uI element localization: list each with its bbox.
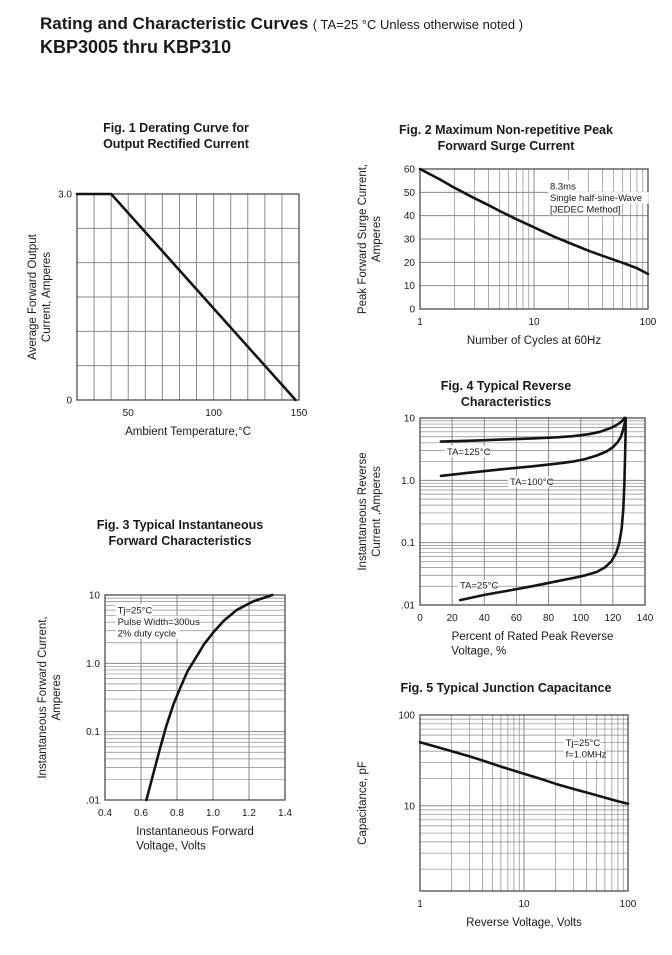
svg-text:[JEDEC Method]: [JEDEC Method]	[549, 204, 621, 216]
svg-text:Reverse Voltage, Volts: Reverse Voltage, Volts	[466, 917, 582, 929]
figure-3-title	[30, 517, 330, 549]
svg-text:1.2: 1.2	[242, 808, 256, 819]
svg-text:Instantaneous Forward Current,: Instantaneous Forward Current,	[37, 616, 49, 779]
svg-text:Current ,Amperes: Current ,Amperes	[371, 466, 383, 557]
svg-text:0.1: 0.1	[86, 727, 100, 739]
svg-text:60: 60	[510, 613, 522, 624]
figure-2-title	[350, 122, 662, 154]
svg-text:f=1.0MHz: f=1.0MHz	[565, 749, 607, 761]
figure-1-chart	[20, 186, 332, 450]
svg-text:80: 80	[543, 613, 555, 624]
svg-text:100: 100	[572, 613, 590, 624]
svg-text:Tj=25°C: Tj=25°C	[565, 737, 601, 749]
svg-text:100: 100	[398, 710, 415, 722]
svg-text:TA=100°C: TA=100°C	[510, 476, 554, 488]
svg-text:Voltage, %: Voltage, %	[451, 645, 507, 658]
fig4-series-ta-125c	[441, 418, 625, 442]
svg-text:Capacitance, pF: Capacitance, pF	[357, 761, 369, 845]
svg-text:.01: .01	[86, 795, 100, 807]
figure-1-title-line-1: Fig. 1 Derating Curve for	[103, 121, 249, 135]
svg-text:Average Forward Output: Average Forward Output	[27, 234, 39, 360]
figure-4-chart	[350, 410, 662, 661]
figure-2-chart	[350, 161, 662, 359]
svg-text:0: 0	[409, 304, 415, 316]
svg-text:10: 10	[88, 590, 100, 602]
figure-1	[20, 120, 332, 450]
figure-5-chart	[350, 707, 662, 943]
figure-1-title	[20, 120, 332, 152]
page-title-note: ( TA=25 °C Unless otherwise noted )	[312, 17, 524, 32]
svg-text:140: 140	[636, 613, 654, 624]
svg-text:10: 10	[528, 317, 540, 328]
svg-text:120: 120	[604, 613, 622, 624]
svg-text:0: 0	[66, 395, 72, 407]
svg-text:100: 100	[619, 899, 637, 910]
page-title-line	[40, 14, 523, 34]
svg-text:40: 40	[478, 613, 490, 624]
svg-text:0.1: 0.1	[401, 538, 415, 550]
svg-text:50: 50	[403, 187, 415, 199]
figure-3-chart	[30, 587, 330, 856]
svg-text:Tj=25°C: Tj=25°C	[117, 605, 153, 617]
svg-text:1.0: 1.0	[206, 808, 220, 819]
figure-2-title-line-2: Forward Surge Current	[437, 139, 575, 153]
svg-text:TA=25°C: TA=25°C	[460, 580, 499, 592]
svg-text:0.6: 0.6	[134, 808, 148, 819]
svg-text:Pulse Width=300us: Pulse Width=300us	[117, 616, 200, 628]
svg-text:10: 10	[518, 899, 530, 910]
svg-text:20: 20	[446, 613, 458, 624]
figure-4-title-line-1: Fig. 4 Typical Reverse	[440, 379, 572, 393]
svg-text:Amperes: Amperes	[51, 674, 63, 721]
page-title: Rating and Characteristic Curves	[40, 14, 309, 33]
svg-text:1.4: 1.4	[278, 808, 292, 819]
figure-4	[350, 378, 662, 661]
svg-text:0.4: 0.4	[98, 808, 112, 819]
svg-text:50: 50	[122, 408, 134, 419]
svg-text:0: 0	[417, 613, 423, 624]
svg-text:10: 10	[403, 281, 415, 293]
figure-2-title-line-1: Fig. 2 Maximum Non-repetitive Peak	[399, 123, 613, 137]
svg-text:1.0: 1.0	[401, 475, 415, 487]
svg-text:1.0: 1.0	[86, 658, 100, 670]
svg-text:Peak Forward Surge Current,: Peak Forward Surge Current,	[357, 163, 369, 315]
svg-text:3.0: 3.0	[58, 189, 72, 201]
svg-text:Current, Amperes: Current, Amperes	[41, 251, 53, 343]
svg-text:Single half-sine-Wave: Single half-sine-Wave	[549, 193, 643, 205]
svg-text:10: 10	[403, 801, 415, 813]
figure-2	[350, 122, 662, 359]
svg-text:1: 1	[417, 317, 423, 328]
svg-text:TA=125°C: TA=125°C	[447, 446, 491, 458]
svg-text:Amperes: Amperes	[371, 215, 383, 263]
svg-text:2% duty cycle: 2% duty cycle	[117, 628, 177, 640]
svg-text:60: 60	[403, 164, 415, 176]
figure-3-title-line-2: Forward Characteristics	[108, 534, 252, 548]
figure-3	[30, 517, 330, 856]
figure-5	[350, 680, 662, 943]
page-header	[40, 14, 523, 58]
svg-text:10: 10	[403, 413, 415, 425]
svg-text:100: 100	[205, 408, 222, 419]
figure-4-title	[350, 378, 662, 410]
svg-text:Percent of Rated Peak Reverse: Percent of Rated Peak Reverse	[451, 631, 614, 643]
svg-text:Number of Cycles at 60Hz: Number of Cycles at 60Hz	[466, 335, 602, 347]
svg-text:40: 40	[403, 211, 415, 223]
svg-text:Voltage, Volts: Voltage, Volts	[136, 840, 206, 853]
svg-text:1: 1	[417, 899, 423, 910]
svg-text:Instantaneous Forward: Instantaneous Forward	[136, 826, 254, 838]
svg-text:20: 20	[403, 257, 415, 269]
svg-text:30: 30	[403, 234, 415, 246]
svg-text:Ambient Temperature,°C: Ambient Temperature,°C	[125, 426, 251, 438]
part-number-range: KBP3005 thru KBP310	[40, 37, 232, 57]
figure-1-title-line-2: Output Rectified Current	[103, 137, 249, 151]
svg-text:0.8: 0.8	[170, 808, 184, 819]
svg-text:150: 150	[290, 408, 308, 419]
figure-4-title-line-2: Characteristics	[460, 395, 552, 409]
figure-3-title-line-1: Fig. 3 Typical Instantaneous	[96, 518, 264, 532]
svg-text:Instantaneous Reverse: Instantaneous Reverse	[357, 452, 369, 571]
figure-5-title	[350, 680, 662, 696]
svg-text:.01: .01	[401, 600, 415, 612]
figure-5-title-line-1: Fig. 5 Typical Junction Capacitance	[400, 681, 612, 695]
fig4-series-ta-25c	[460, 418, 626, 600]
svg-text:8.3ms: 8.3ms	[549, 181, 576, 193]
svg-text:100: 100	[639, 317, 657, 328]
